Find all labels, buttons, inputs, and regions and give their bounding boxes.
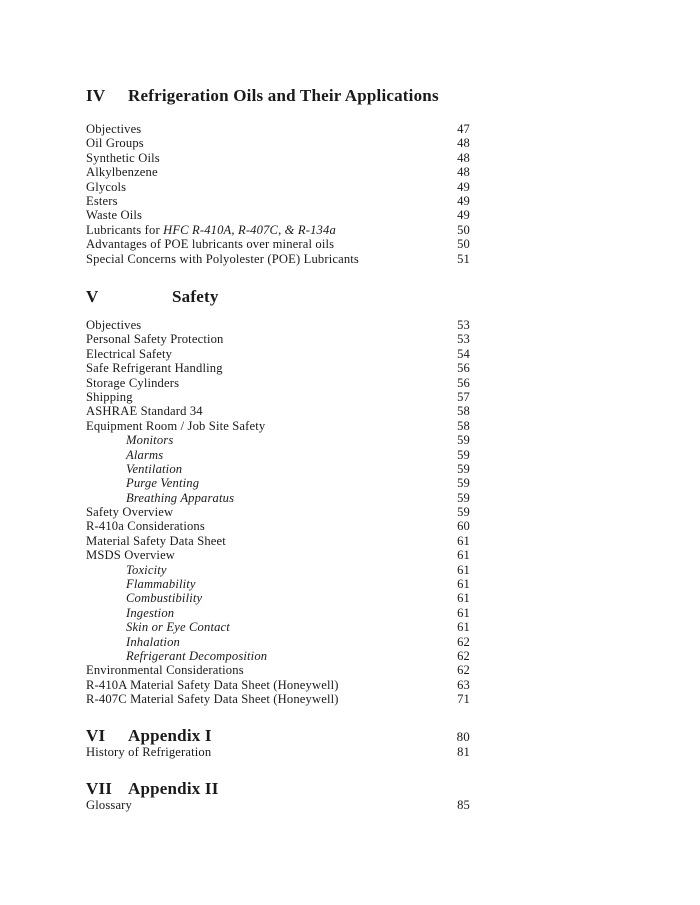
toc-subentry [86,606,470,620]
entry-page-number: 81 [457,745,470,759]
entry-label [86,663,244,677]
entry-page-number: 59 [457,433,470,448]
entry-page-number: 53 [457,332,470,347]
entry-label [126,476,199,490]
section-entries [86,122,470,266]
toc-entry [86,347,470,361]
toc-entry [86,404,470,418]
toc-entry [86,376,470,390]
toc-subentry [86,563,470,577]
entry-label-text: Refrigerant Decomposition [126,648,268,663]
entry-label-text: Lubricants for [86,222,164,237]
entry-label-text: Electrical Safety [86,346,173,361]
toc-subentry [86,476,470,490]
section-entries [86,745,470,759]
entry-label-text: Purge Venting [126,476,200,491]
toc-entry [86,194,470,208]
toc-subentry [86,433,470,447]
entry-page-number: 58 [457,404,470,419]
entry-label [86,318,141,332]
entry-label [126,563,167,577]
entry-label-text: Objectives [86,122,142,136]
entry-label [126,635,180,649]
section-number: IV [86,86,106,105]
entry-page-number: 57 [457,389,470,404]
entry-label-text: Glycols [86,179,127,194]
entry-label-text: Alkylbenzene [86,165,158,180]
entry-page-number: 61 [457,562,470,577]
entry-label-text: Combustibility [126,591,203,606]
entry-page-number: 50 [457,237,470,252]
section-title: Safety [172,287,219,306]
toc-entry [86,745,470,759]
entry-label [86,419,265,433]
entry-label [86,252,359,266]
section-title: Appendix II [128,779,219,798]
entry-page-number: 56 [457,375,470,390]
toc-subentry [86,649,470,663]
entry-label-text: Alarms [126,447,164,462]
entry-label-text: MSDS Overview [86,548,176,563]
entry-label-text: Monitors [126,433,174,448]
section-entries [86,798,470,812]
entry-label-text: Breathing Apparatus [126,490,235,505]
entry-label [126,433,173,447]
entry-page-number: 56 [457,361,470,376]
entry-label-text: Toxicity [126,562,167,577]
toc-entry [86,505,470,519]
entry-label-text: Glossary [86,798,132,812]
entry-page-number: 48 [457,136,470,151]
toc-entry [86,390,470,404]
toc-entry [86,534,470,548]
entry-label-text: Synthetic Oils [86,150,160,165]
section-title: Refrigeration Oils and Their Applications [128,86,439,105]
toc-subentry [86,491,470,505]
section-entries [86,318,470,707]
entry-page-number: 49 [457,193,470,208]
entry-label-text: Inhalation [126,634,180,649]
entry-label-text: R-407C Material Safety Data Sheet (Honeywell) [86,692,339,707]
toc-entry [86,252,470,266]
entry-page-number: 49 [457,179,470,194]
entry-label [126,649,267,663]
entry-label-text: ASHRAE Standard 34 [86,404,203,419]
toc-entry [86,237,470,251]
entry-page-number: 48 [457,150,470,165]
entry-page-number: 50 [457,222,470,237]
entry-label-text: R-410a Considerations [86,519,205,534]
entry-label-italic: HFC R-410A, R-407C, & R-134a [163,222,336,237]
entry-label-text: Objectives [86,318,142,332]
entry-page-number: 61 [457,605,470,620]
entry-label-text: Skin or Eye Contact [126,620,230,635]
entry-label [86,180,126,194]
section-title: Appendix I [128,726,212,745]
toc-entry [86,332,470,346]
entry-page-number: 63 [457,677,470,692]
entry-page-number: 47 [457,122,470,136]
entry-label [86,534,226,548]
toc-entry [86,180,470,194]
entry-page-number: 61 [457,533,470,548]
toc-subentry [86,620,470,634]
toc-subentry [86,448,470,462]
toc-entry [86,361,470,375]
entry-page-number: 61 [457,591,470,606]
entry-label-text: Special Concerns with Polyolester (POE) Lubricants [86,251,359,266]
entry-label-text: Advantages of POE lubricants over mineral oils [86,237,335,252]
entry-page-number: 61 [457,548,470,563]
entry-label-text: R-410A Material Safety Data Sheet (Honeywell) [86,677,339,692]
entry-page-number: 62 [457,634,470,649]
entry-label [86,208,142,222]
entry-label [86,237,334,251]
entry-label-text: Safe Refrigerant Handling [86,361,223,376]
entry-label [126,591,202,605]
section-number: VII [86,779,113,798]
entry-label-text: Storage Cylinders [86,375,180,390]
toc-entry [86,136,470,150]
entry-page-number: 54 [457,346,470,361]
toc-entry [86,663,470,677]
entry-label [86,194,118,208]
toc-entry [86,122,470,136]
entry-page-number: 61 [457,577,470,592]
entry-page-number: 59 [457,461,470,476]
entry-label [86,505,173,519]
entry-label [126,577,196,591]
toc-entry [86,318,470,332]
entry-label [86,122,141,136]
entry-label [86,692,339,706]
entry-page-number: 59 [457,490,470,505]
entry-page-number: 48 [457,165,470,180]
entry-label [86,136,144,150]
toc-entry [86,208,470,222]
entry-label [86,151,160,165]
entry-page-number: 62 [457,648,470,663]
entry-label [86,798,132,812]
entry-label [86,678,339,692]
entry-label [86,376,179,390]
toc-subentry [86,577,470,591]
toc-entry [86,548,470,562]
entry-label [86,519,205,533]
entry-label [126,606,174,620]
entry-label-text: Ingestion [126,605,175,620]
toc-subentry [86,591,470,605]
entry-page-number: 59 [457,505,470,520]
entry-label [86,404,203,418]
entry-page-number: 58 [457,418,470,433]
toc-entry [86,223,470,237]
toc-entry [86,151,470,165]
entry-page-number: 85 [457,798,470,812]
entry-label-text: Environmental Considerations [86,663,244,678]
entry-page-number: 71 [457,692,470,707]
section-page-number: 80 [456,729,470,744]
entry-label [86,165,158,179]
entry-label-text: Flammability [126,577,196,592]
entry-page-number: 62 [457,663,470,678]
entry-label [86,361,223,375]
toc-entry [86,798,470,812]
section-number: V [86,287,99,306]
entry-page-number: 61 [457,620,470,635]
toc-subentry [86,635,470,649]
toc-subentry [86,462,470,476]
entry-label-text: Waste Oils [86,208,143,223]
toc-entry [86,419,470,433]
entry-label-text: Safety Overview [86,505,174,520]
entry-label [86,223,336,237]
entry-label-text: Personal Safety Protection [86,332,224,347]
entry-label-text: Material Safety Data Sheet [86,533,226,548]
entry-label [126,448,163,462]
entry-label-text: Ventilation [126,461,183,476]
entry-label [126,491,234,505]
entry-label-text: Esters [86,193,118,208]
entry-label [86,390,133,404]
entry-label [86,548,175,562]
entry-label-text: Shipping [86,389,133,404]
entry-page-number: 59 [457,447,470,462]
entry-label [126,462,182,476]
entry-page-number: 60 [457,519,470,534]
toc-entry [86,692,470,706]
section-number: VI [86,726,106,745]
entry-page-number: 53 [457,318,470,332]
entry-label-text: Equipment Room / Job Site Safety [86,418,266,433]
toc-entry [86,519,470,533]
entry-label [126,620,230,634]
entry-label-text: History of Refrigeration [86,745,212,759]
entry-page-number: 51 [457,251,470,266]
toc-entry [86,678,470,692]
entry-label [86,347,172,361]
entry-page-number: 59 [457,476,470,491]
entry-label [86,332,224,346]
entry-page-number: 49 [457,208,470,223]
toc-entry [86,165,470,179]
entry-label-text: Oil Groups [86,136,144,151]
entry-label [86,745,211,759]
